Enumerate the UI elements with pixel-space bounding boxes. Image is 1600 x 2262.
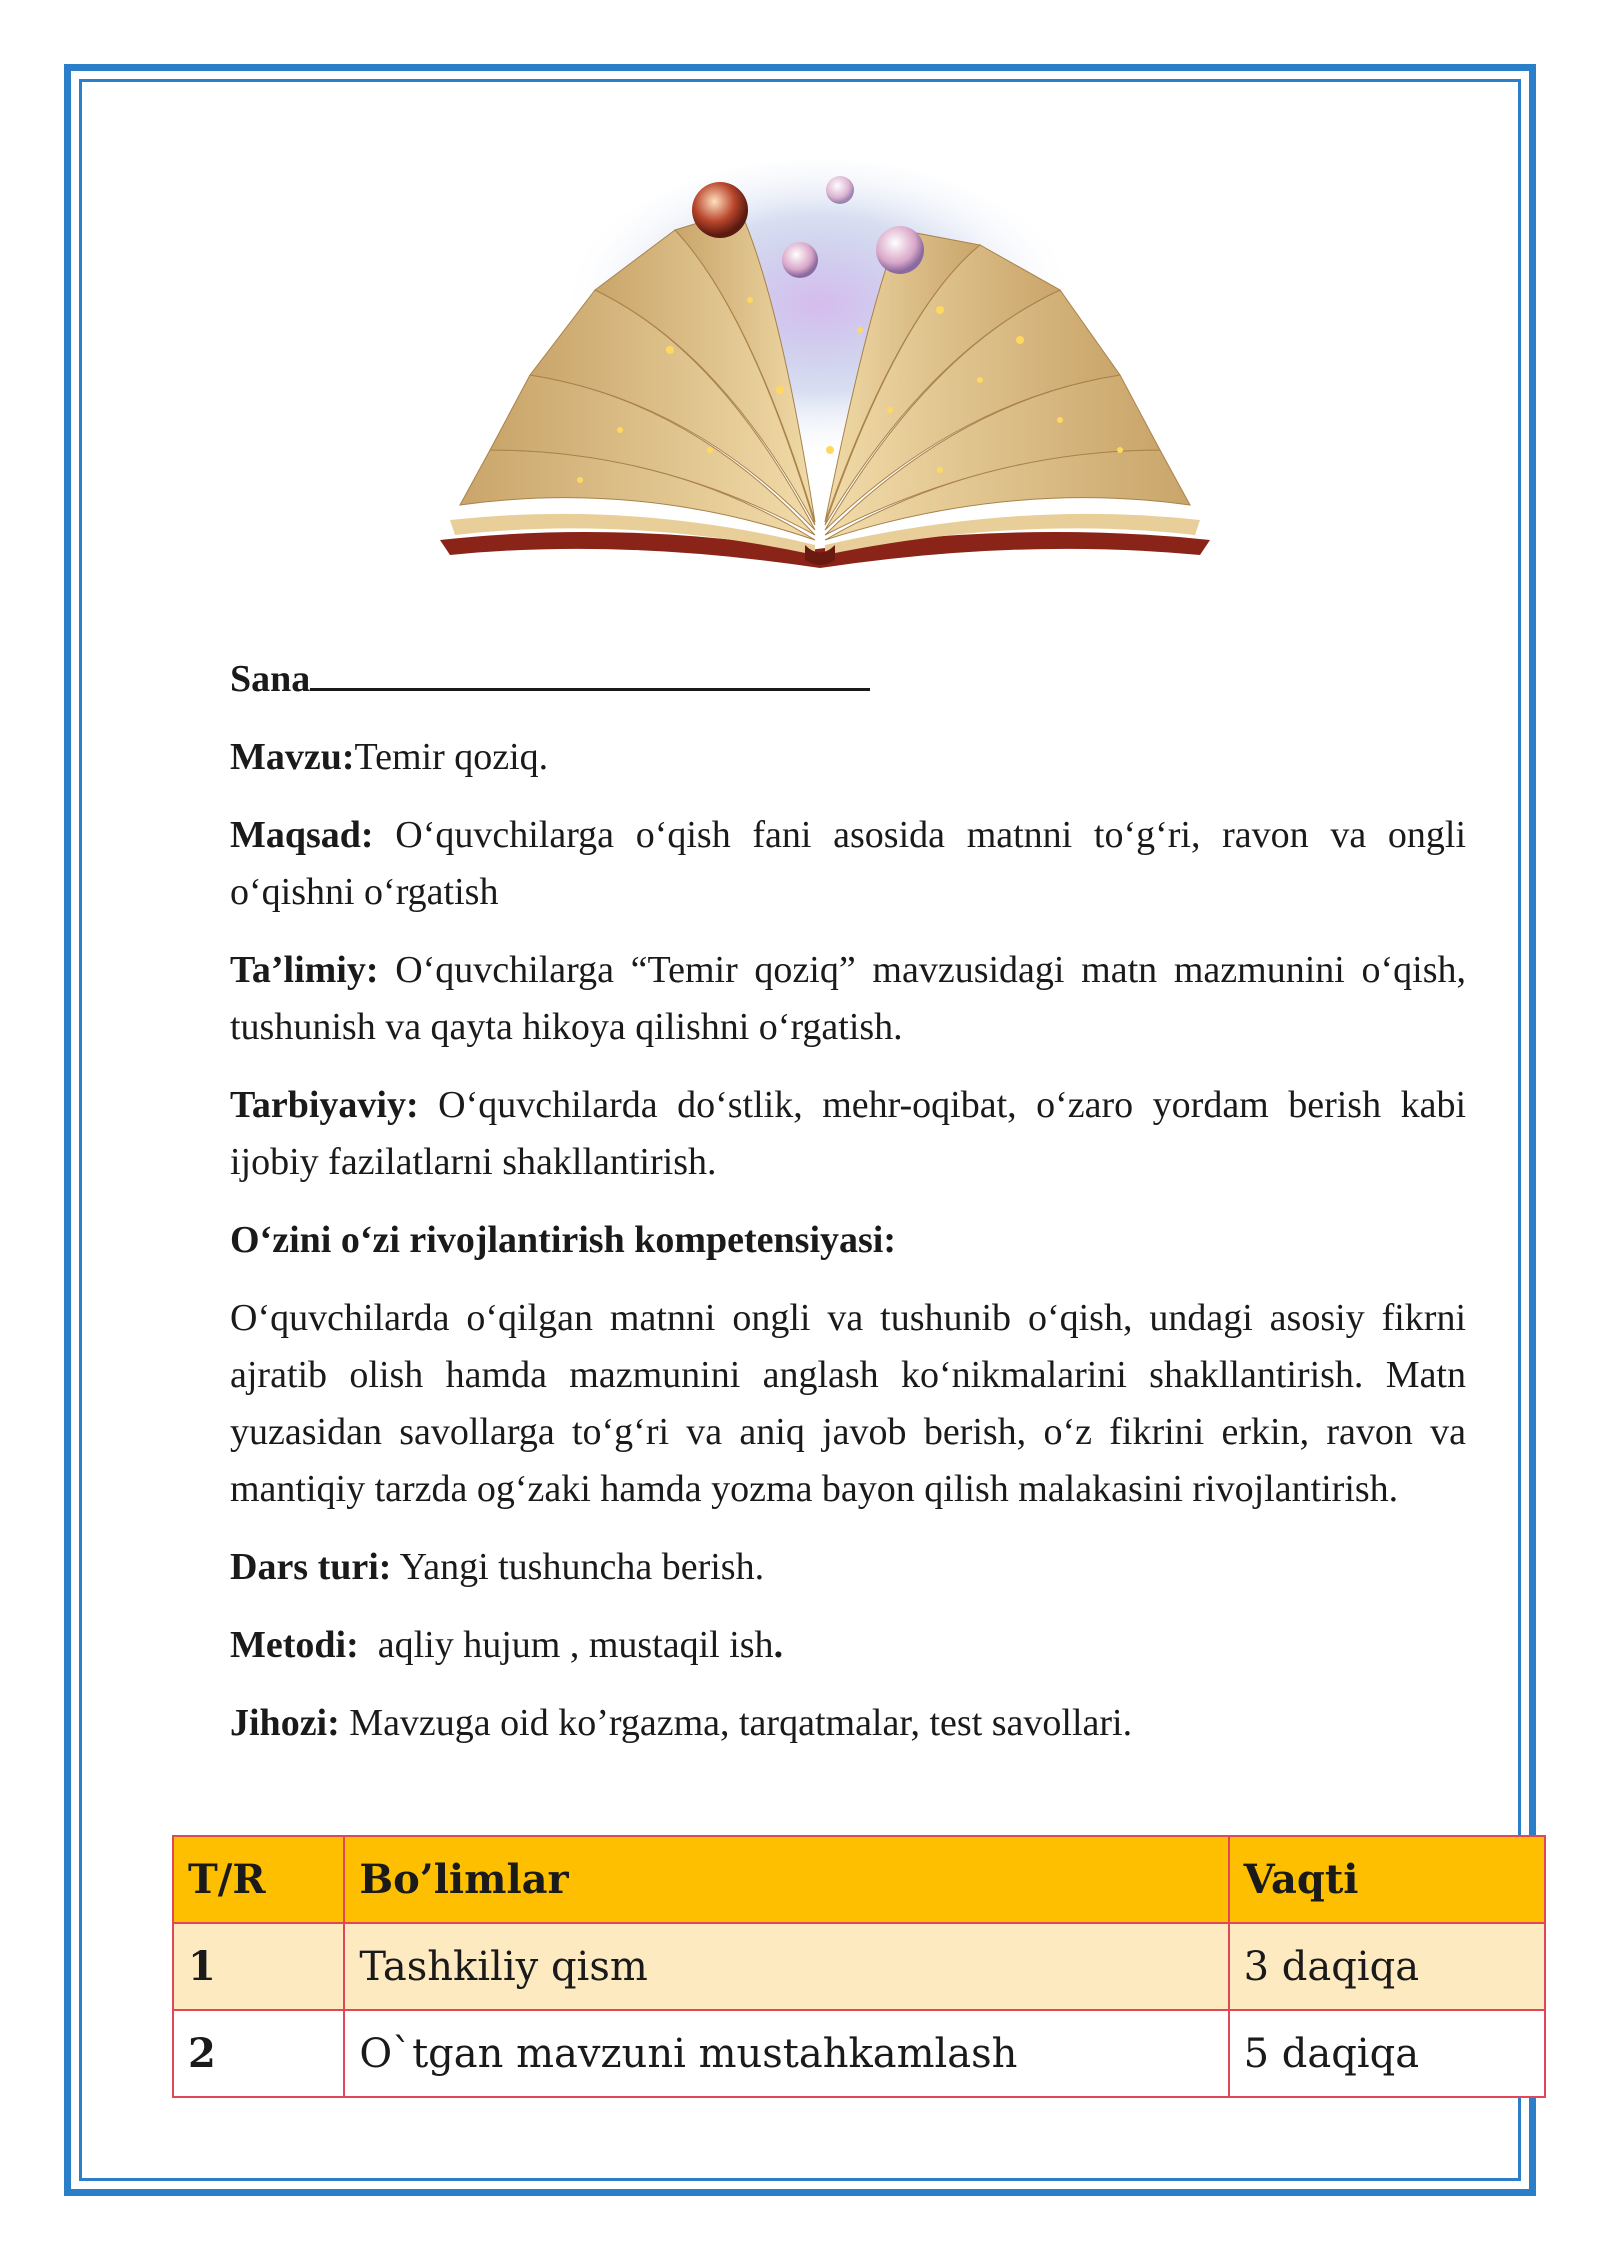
mavzu-paragraph — [230, 729, 1466, 786]
mavzu-text: Temir qoziq. — [354, 736, 549, 778]
row-section: Tashkiliy qism — [344, 1923, 1228, 2010]
header-bolimlar: Bo’limlar — [344, 1836, 1228, 1923]
mavzu-label: Mavzu: — [230, 736, 355, 778]
metodi-label: Metodi: — [230, 1624, 359, 1666]
table-row — [173, 1923, 1545, 2010]
sana-label: Sana — [230, 658, 311, 700]
tarbiyaviy-paragraph — [230, 1077, 1466, 1191]
metodi-text: aqliy hujum , mustaqil ish — [377, 1624, 774, 1666]
jihozi-label: Jihozi: — [230, 1702, 340, 1744]
open-book-illustration — [420, 150, 1230, 570]
maqsad-paragraph — [230, 807, 1466, 921]
jihozi-text: Mavzuga oid ko’rgazma, tarqatmalar, test savollari. — [349, 1702, 1133, 1744]
maqsad-text: O‘quvchilarga o‘qish fani asosida matnni to‘g‘ri, ravon va ongli o‘qishni o‘rgatish — [230, 814, 1467, 913]
header-tr: T/R — [173, 1836, 344, 1923]
table-row — [173, 2010, 1545, 2097]
talimiy-paragraph — [230, 942, 1466, 1056]
talimiy-label: Ta’limiy: — [230, 949, 379, 991]
lesson-sections-table — [172, 1835, 1546, 2098]
metodi-paragraph — [230, 1617, 1466, 1674]
row-number: 1 — [173, 1923, 344, 2010]
kompetensiya-label: O‘zini o‘zi rivojlantirish kompetensiyasi: — [230, 1219, 897, 1261]
header-vaqti: Vaqti — [1229, 1836, 1545, 1923]
kompetensiya-paragraph: O‘quvchilarda o‘qilgan matnni ongli va tushunib o‘qish, undagi asosiy fikrni ajratib olish hamda mazmunini anglash ko‘nikmalarini shakllantirish. Matn yuzasidan savollarga to‘g‘ri va aniq javob berish, o‘z fikrini erkin, ravon va mantiqiy tarzda og‘zaki hamda yozma bayon qilish malakasini rivojlantirish. — [230, 1297, 1466, 1510]
dars-turi-label: Dars turi: — [230, 1546, 392, 1588]
dars-turi-text: Yangi tushuncha berish. — [399, 1546, 765, 1588]
row-time: 5 daqiqa — [1229, 2010, 1545, 2097]
talimiy-text: O‘quvchilarga “Temir qoziq” mavzusidagi matn mazmunini o‘qish, tushunish va qayta hikoya qilishni o‘rgatish. — [230, 949, 1467, 1048]
sana-blank — [310, 650, 870, 691]
maqsad-label: Maqsad: — [230, 814, 374, 856]
sana-line — [230, 650, 1466, 708]
row-section: O`tgan mavzuni mustahkamlash — [344, 2010, 1228, 2097]
jihozi-paragraph — [230, 1695, 1466, 1752]
lesson-plan-body — [230, 650, 1466, 1773]
row-number: 2 — [173, 2010, 344, 2097]
dars-turi-paragraph — [230, 1539, 1466, 1596]
tarbiyaviy-label: Tarbiyaviy: — [230, 1084, 419, 1126]
kompetensiya-heading — [230, 1212, 1466, 1269]
metodi-end: . — [773, 1624, 784, 1666]
row-time: 3 daqiqa — [1229, 1923, 1545, 2010]
tarbiyaviy-text: O‘quvchilarda do‘stlik, mehr-oqibat, o‘zaro yordam berish kabi ijobiy fazilatlarni shakllantirish. — [230, 1084, 1467, 1183]
table-header-row — [173, 1836, 1545, 1923]
